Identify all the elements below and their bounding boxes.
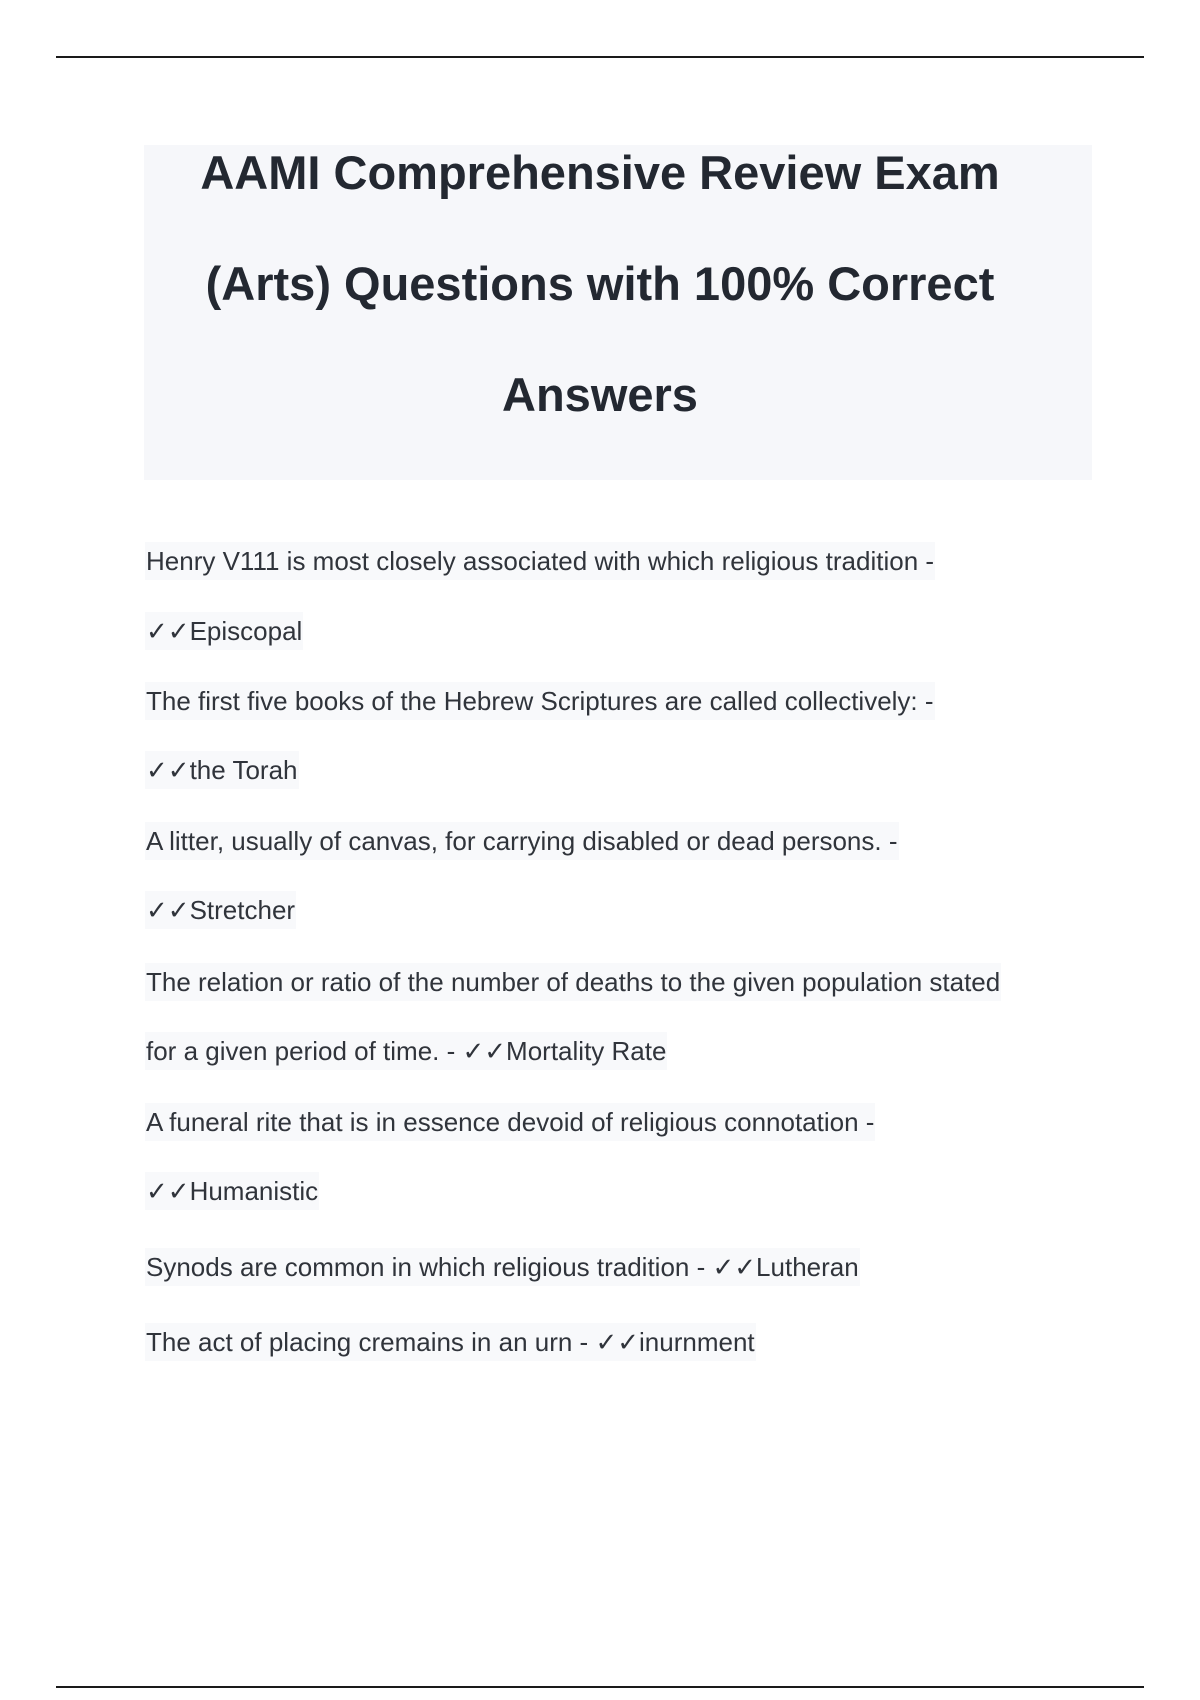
- question-answer-text: for a given period of time. - ✓✓Mortality Rate: [145, 1032, 667, 1070]
- document-title-line-1: AAMI Comprehensive Review Exam: [200, 146, 1000, 199]
- question-text: A litter, usually of canvas, for carrying disabled or dead persons. -: [145, 822, 899, 860]
- question-text: The first five books of the Hebrew Scriptures are called collectively: -: [145, 682, 935, 720]
- answer-text: ✓✓the Torah: [145, 751, 299, 789]
- bottom-divider: [56, 1686, 1144, 1688]
- answer-text: ✓✓Episcopal: [145, 612, 303, 650]
- top-divider: [56, 56, 1144, 58]
- question-text: Henry V111 is most closely associated with which religious tradition -: [145, 542, 935, 580]
- document-title-line-2: (Arts) Questions with 100% Correct: [205, 257, 995, 310]
- document-title-line-3: Answers: [502, 368, 698, 421]
- question-text: A funeral rite that is in essence devoid of religious connotation -: [145, 1103, 875, 1141]
- question-answer-text: Synods are common in which religious tradition - ✓✓Lutheran: [145, 1248, 860, 1286]
- question-answer-text: The act of placing cremains in an urn - ✓✓inurnment: [145, 1323, 756, 1361]
- answer-text: ✓✓Humanistic: [145, 1172, 319, 1210]
- question-text: The relation or ratio of the number of deaths to the given population stated: [145, 963, 1001, 1001]
- answer-text: ✓✓Stretcher: [145, 891, 296, 929]
